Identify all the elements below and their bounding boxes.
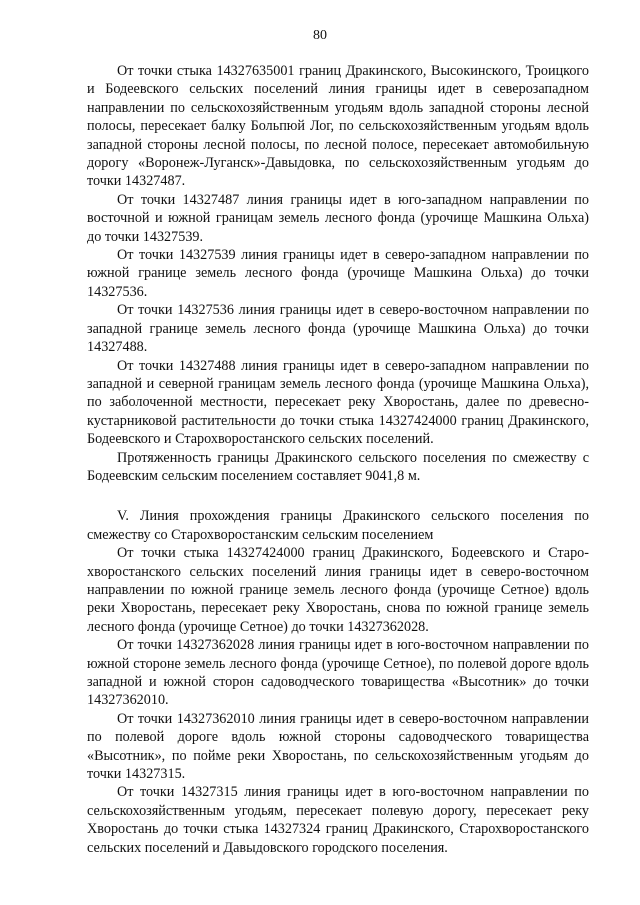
paragraph: От точки 14327362028 линия границы идет в юго-восточном направлении по южной стороне земель лесного фонда (урочище Сетное), по полевой дороге вдоль западной и южной сторон садоводческого товарищества «Высотник» до точки 14327362010. [87, 637, 589, 709]
paragraph: От точки стыка 14327424000 границ Дракинского, Бодеевского и Старохворостанского сельских поселений линия границы идет в северо-восточном направлении по южной границе земель лесного фонда (урочище Сетное) вдоль реки Хворостань, пересекает реку Хворостань, снова по южной границе земель лесного фонда (урочище Сетное) до точки 14327362028. [87, 545, 589, 635]
paragraph: От точки 14327539 линия границы идет в северо-западном направлении по южной границе земель лесного фонда (урочище Машкина Ольха) до точки 14327536. [87, 247, 589, 300]
paragraph: От точки стыка 14327635001 границ Дракинского, Высокинского, Троицкого и Бодеевского сельских поселений линия границы идет в северозападном направлении по сельскохозяйственным угодьям вдоль западной стороны лесной полосы, пересекает балку Больпюй Лог, по сельскохозяйственным угодьям вдоль западной стороны лесной полосы, по лесной полосе, пересекает автомобильную дорогу «Воронеж-Луганск»-Давыдовка, по сельскохозяйственным угодьям до точки 14327487. [87, 63, 589, 190]
paragraph: Протяженность границы Дракинского сельского поселения по смежеству с Бодеевским сельским поселением составляет 9041,8 м. [87, 449, 589, 484]
page-number: 80 [313, 28, 327, 43]
paragraph: От точки 14327487 линия границы идет в юго-западном направлении по восточной и южной границам земель лесного фонда (урочище Машкина Ольха) до точки 14327539. [87, 191, 589, 245]
paragraph: От точки 14327362010 линия границы идет в северо-восточном направлении по полевой дороге вдоль южной стороны садоводческого товарищества «Высотник», по пойме реки Хворостань, по сельскохозяйственным угодьям до точки 14327315. [87, 710, 589, 783]
paragraph: От точки 14327315 линия границы идет в юго-восточном направлении по сельскохозяйственным угодьям, пересекает полевую дорогу, пересекает реку Хворостань до точки стыка 14327324 границ Дракинского, Старохворостанского сельских поселений и Давыдовского городского поселения. [87, 784, 589, 856]
document-body [87, 62, 589, 857]
paragraph: От точки 14327536 линия границы идет в северо-восточном направлении по западной границе земель лесного фонда (урочище Машкина Ольха) до точки 14327488. [87, 302, 589, 356]
section-spacer [87, 485, 589, 507]
paragraph: От точки 14327488 линия границы идет в северо-западном направлении по западной и северной границам земель лесного фонда (урочище Машкина Ольха), по заболоченной местности, пересекает реку Хворостань, далее по древесно-кустарниковой растительности до точки стыка 14327424000 границ Дракинского, Бодеевского и Старохворостанского сельских поселений. [87, 357, 589, 448]
section-heading: V. Линия прохождения границы Дракинского сельского поселения по смежеству со Старохворостанским сельским поселением [87, 508, 589, 543]
